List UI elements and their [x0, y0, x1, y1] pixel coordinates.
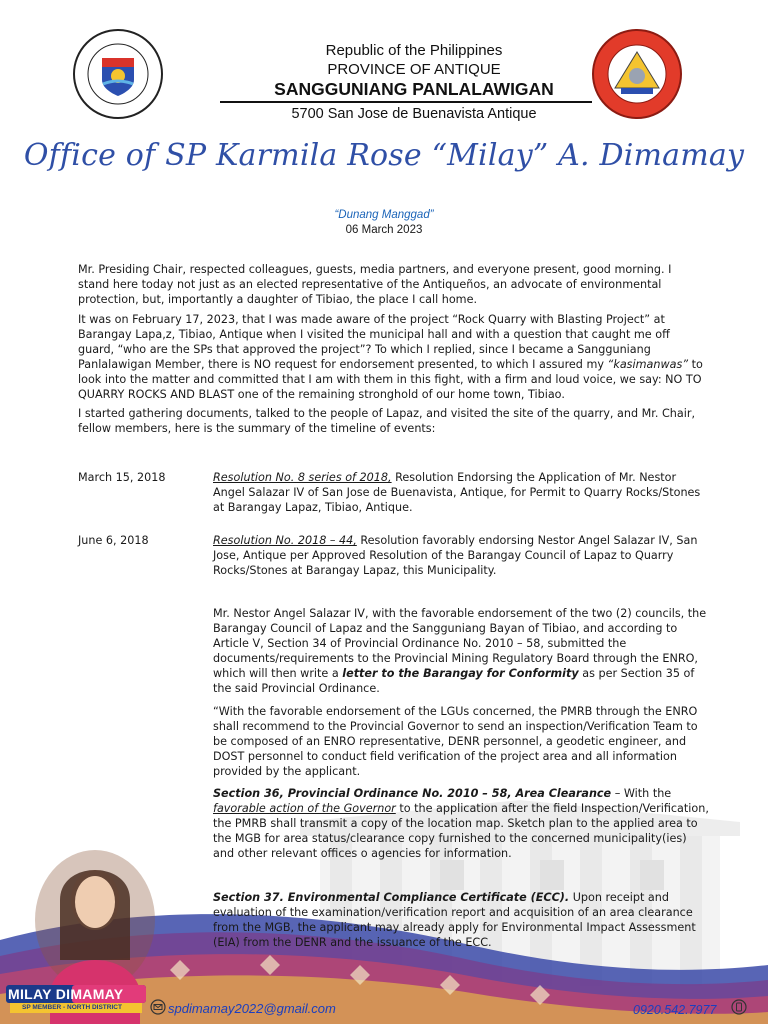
mail-icon [150, 999, 166, 1015]
endorsement-text-b: as per Section 35 of the said Provincial Ordinance. [213, 667, 695, 696]
sangguniang-seal-logo [591, 28, 683, 120]
speech-date: 06 March 2023 [345, 224, 423, 236]
contact-email[interactable]: spdimamay2022@gmail.com [168, 1001, 336, 1016]
province-line: PROVINCE OF ANTIQUE [327, 61, 501, 78]
timeline-date: March 15, 2018 [78, 471, 166, 484]
address-line: 5700 San Jose de Buenavista Antique [291, 106, 537, 122]
section-36-heading: Section 36, Provincial Ordinance No. 2010 – 58, Area Clearance [213, 787, 612, 800]
kasimanwas-term: “kasimanwas” [607, 358, 689, 372]
conformity-letter-term: letter to the Barangay for Conformity [342, 667, 579, 681]
endorsement-text-a: Mr. Nestor Angel Salazar IV, with the favorable endorsement of the two (2) councils, the Barangay Council of Lapaz and the Sangguniang Bayan of Tibiao, and according to Article V, Section 34 of Provincial Ordinance No. 2010 – 58, submitted the documents/requirements to the Provincial Mining Regulatory Board through the ENRO, which will then write a [213, 607, 707, 681]
section-37-text: Upon receipt and evaluation of the examination/verification report and acquisition of an area clearance from the MGB, the applicant may already apply for Environmental Impact Assessment (EIA) from the DENR and the issuance of the ECC. [213, 891, 696, 950]
resolution-description: Resolution Endorsing the Application of Mr. Nestor Angel Salazar IV of San Jose de Buenavista, Antique, for Permit to Quarry Rocks/Stones at Barangay Lapaz, Tibiao, Antique. [213, 471, 701, 515]
letterhead [236, 41, 592, 124]
section-37-heading: Section 37. Environmental Compliance Certificate (ECC). [213, 891, 570, 904]
opening-paragraph: Mr. Presiding Chair, respected colleagues, guests, media partners, and everyone present, good morning. I stand here today not just as an elected representative of the Antiqueños, an advocate of environmental protection, but, importantly a daughter of Tibiao, the place I call home. [78, 263, 672, 307]
office-title: Office of SP Karmila Rose “Milay” A. Dimamay [23, 138, 745, 173]
governor-action-term: favorable action of the Governor [213, 802, 396, 816]
header-divider [220, 101, 592, 103]
last-name: DIMAMAY [55, 986, 124, 1002]
sangguniang-line: SANGGUNIANG PANLALAWIGAN [274, 79, 554, 99]
phone-icon [731, 999, 747, 1015]
timeline-date: June 6, 2018 [78, 534, 149, 547]
republic-line: Republic of the Philippines [325, 42, 503, 59]
first-name: MILAY [8, 986, 52, 1002]
motto: “Dunang Manggad” [334, 209, 434, 221]
february-text-a: It was on February 17, 2023, that I was made aware of the project “Rock Quarry with Blasting Project” at Barangay Lapa,z, Tibiao, Antique when I visited the municipal hall and with a question that caught me off guard, “who are the SPs that approved the project”? To which I replied, since I became a Sangguniang Panlalawigan Member, there is NO request for endorsement presented, to which I assured my [78, 313, 670, 372]
timeline-entry [213, 533, 709, 578]
timeline-entry [213, 470, 709, 515]
section-36-text-b: to the application after the field Inspection/Verification, the PMRB shall transmit a copy of the location map. Sketch plan to the applied area to the MGB for area status/clearance copy furnished to the concerned municipality(ies) and other relevant offices o agencies for information. [213, 802, 709, 861]
resolution-reference: Resolution No. 8 series of 2018, [213, 471, 392, 484]
resolution-reference: Resolution No. 2018 – 44, [213, 534, 357, 547]
february-paragraph [78, 312, 706, 403]
verification-team-paragraph: “With the favorable endorsement of the LGUs concerned, the PMRB through the ENRO shall recommend to the Provincial Governor to send an inspection/Verification Team to be composed of an ENRO representative, DENR personnel, a geodetic engineer, and DOST personnel to conduct field verification of the project area and all information provided by the applicant. [213, 705, 698, 779]
section-36-paragraph [213, 786, 709, 861]
february-text-b: to look into the matter and committed that I am with them in this fight, with a firm and loud voice, we say: NO TO QUARRY ROCKS AND BLAST one of the remaining stronghold of our home town, Tibiao. [78, 358, 703, 402]
timeline-intro-paragraph: I started gathering documents, talked to the people of Lapaz, and visited the site of the quarry, and Mr. Chair, fellow members, here is the summary of the timeline of events: [78, 407, 696, 436]
endorsement-paragraph [213, 606, 709, 697]
candidate-subtitle: SP MEMBER - NORTH DISTRICT [22, 1004, 122, 1011]
antique-official-seal-logo [72, 28, 164, 120]
section-37-paragraph [213, 890, 709, 950]
section-36-text-a: – With the [611, 787, 672, 800]
resolution-description: Resolution favorably endorsing Nestor Angel Salazar IV, San Jose, Antique per Approved Resolution of the Barangay Council of Lapaz to Quarry Rocks/Stones at Barangay Lapaz, this Municipality. [213, 534, 698, 578]
contact-phone[interactable]: 0920.542.7977 [633, 1003, 717, 1017]
candidate-name [8, 986, 123, 1002]
